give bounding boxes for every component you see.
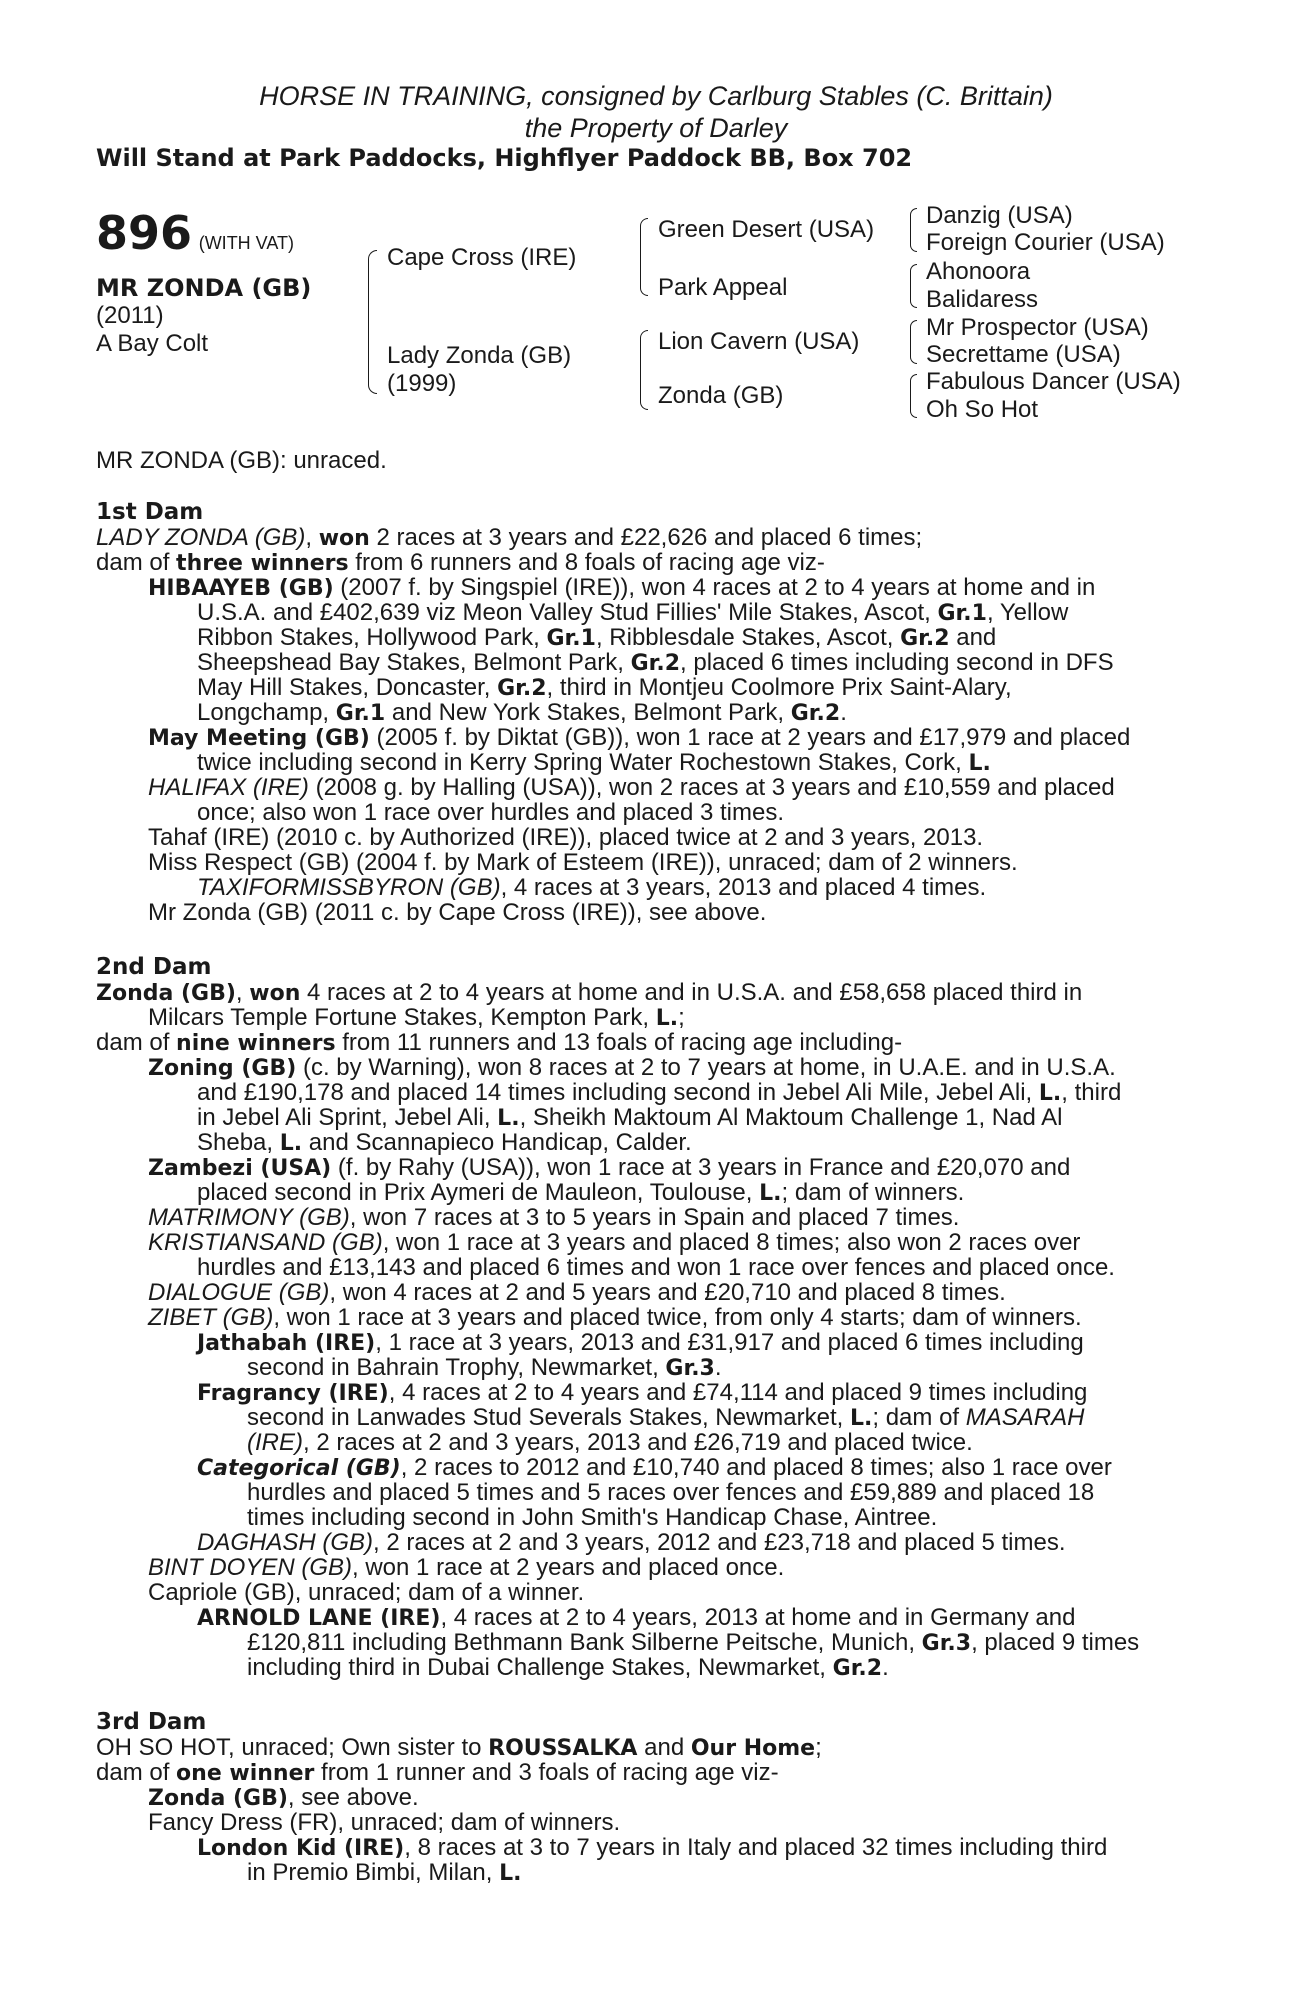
text-line: Categorical (GB), 2 races to 2012 and £10,740 and placed 8 times; also 1 race over [197, 1454, 1112, 1481]
section-heading: 3rd Dam [96, 1709, 207, 1735]
pedigree-brace [640, 330, 648, 410]
dsd: Secrettame (USA) [926, 341, 1121, 368]
text-line: dam of three winners from 6 runners and 8 foals of racing age viz- [96, 549, 825, 576]
vat-note: (WITH VAT) [198, 233, 295, 253]
text-line: London Kid (IRE), 8 races at 3 to 7 years in Italy and placed 32 times including third [197, 1834, 1108, 1861]
dam-year: (1999) [387, 370, 457, 397]
text-line: in Jebel Ali Sprint, Jebel Ali, L., Sheikh Maktoum Al Maktoum Challenge 1, Nad Al [197, 1104, 1063, 1131]
pedigree-brace [910, 374, 917, 418]
sds: Ahonoora [926, 258, 1031, 285]
dam-dam: Zonda (GB) [658, 382, 784, 409]
text-line: hurdles and placed 5 times and 5 races over fences and £59,889 and placed 18 [247, 1479, 1095, 1506]
text-line: May Meeting (GB) (2005 f. by Diktat (GB)), won 1 race at 2 years and £17,979 and placed [148, 724, 1131, 751]
consignor-line: HORSE IN TRAINING, consigned by Carlburg Stables (C. Brittain) [259, 81, 1053, 111]
dam: Lady Zonda (GB) [387, 342, 572, 369]
property-line: the Property of Darley [524, 113, 788, 143]
horse-name: MR ZONDA (GB) [96, 274, 312, 302]
foaling-year: (2011) [96, 302, 164, 329]
text-line: Ribbon Stakes, Hollywood Park, Gr.1, Ribblesdale Stakes, Ascot, Gr.2 and [197, 624, 997, 651]
sire-dam: Park Appeal [658, 274, 788, 301]
lot-number: 896 [96, 206, 193, 260]
text-line: DAGHASH (GB), 2 races at 2 and 3 years, 2012 and £23,718 and placed 5 times. [197, 1529, 1066, 1556]
sss: Danzig (USA) [926, 202, 1073, 229]
horse-description: A Bay Colt [96, 330, 209, 357]
lot-number-line [96, 208, 294, 258]
text-line: hurdles and £13,143 and placed 6 times and won 1 race over fences and placed once. [197, 1254, 1115, 1281]
ddd: Oh So Hot [926, 396, 1039, 423]
dds: Fabulous Dancer (USA) [926, 368, 1181, 395]
sire: Cape Cross (IRE) [387, 244, 577, 271]
race-record-intro: MR ZONDA (GB): unraced. [96, 447, 387, 474]
text-line: Zonda (GB), see above. [148, 1784, 419, 1811]
text-line: Fragrancy (IRE), 4 races at 2 to 4 years and £74,114 and placed 9 times including [197, 1379, 1088, 1406]
pedigree-brace [910, 264, 917, 308]
text-line: DIALOGUE (GB), won 4 races at 2 and 5 years and £20,710 and placed 8 times. [148, 1279, 1006, 1306]
text-line: BINT DOYEN (GB), won 1 race at 2 years and placed once. [148, 1554, 785, 1581]
text-line: Longchamp, Gr.1 and New York Stakes, Belmont Park, Gr.2. [197, 699, 847, 726]
sire-sire: Green Desert (USA) [658, 216, 875, 243]
text-line: Milcars Temple Fortune Stakes, Kempton Park, L.; [148, 1004, 685, 1031]
pedigree-brace [910, 208, 917, 252]
section-heading: 2nd Dam [96, 954, 212, 980]
text-line: KRISTIANSAND (GB), won 1 race at 3 years and placed 8 times; also won 2 races over [148, 1229, 1081, 1256]
section-heading: 1st Dam [96, 499, 204, 525]
text-line: HIBAAYEB (GB) (2007 f. by Singspiel (IRE)), won 4 races at 2 to 4 years at home and in [148, 574, 1096, 601]
text-line: May Hill Stakes, Doncaster, Gr.2, third in Montjeu Coolmore Prix Saint-Alary, [197, 674, 1012, 701]
text-line: Sheba, L. and Scannapieco Handicap, Calder. [197, 1129, 692, 1156]
text-line: dam of one winner from 1 runner and 3 foals of racing age viz- [96, 1759, 779, 1786]
text-line: Sheepshead Bay Stakes, Belmont Park, Gr.2, placed 6 times including second in DFS [197, 649, 1114, 676]
pedigree-brace [910, 320, 917, 364]
dss: Mr Prospector (USA) [926, 314, 1149, 341]
text-line: second in Lanwades Stud Severals Stakes, Newmarket, L.; dam of MASARAH [247, 1404, 1085, 1431]
text-line: ARNOLD LANE (IRE), 4 races at 2 to 4 years, 2013 at home and in Germany and [197, 1604, 1076, 1631]
text-line: (IRE), 2 races at 2 and 3 years, 2013 and £26,719 and placed twice. [247, 1429, 973, 1456]
text-line: including third in Dubai Challenge Stakes, Newmarket, Gr.2. [247, 1654, 889, 1681]
text-line: second in Bahrain Trophy, Newmarket, Gr.3. [247, 1354, 722, 1381]
text-line: TAXIFORMISSBYRON (GB), 4 races at 3 years, 2013 and placed 4 times. [197, 874, 987, 901]
sdd: Balidaress [926, 286, 1039, 313]
text-line: MATRIMONY (GB), won 7 races at 3 to 5 years in Spain and placed 7 times. [148, 1204, 960, 1231]
text-line: in Premio Bimbi, Milan, L. [247, 1859, 522, 1886]
text-line: placed second in Prix Aymeri de Mauleon, Toulouse, L.; dam of winners. [197, 1179, 965, 1206]
text-line: Miss Respect (GB) (2004 f. by Mark of Esteem (IRE)), unraced; dam of 2 winners. [148, 849, 1018, 876]
text-line: times including second in John Smith's Handicap Chase, Aintree. [247, 1504, 938, 1531]
pedigree-brace [368, 250, 377, 394]
text-line: HALIFAX (IRE) (2008 g. by Halling (USA)), won 2 races at 3 years and £10,559 and placed [148, 774, 1115, 801]
text-line: Tahaf (IRE) (2010 c. by Authorized (IRE)), placed twice at 2 and 3 years, 2013. [148, 824, 984, 851]
text-line: Capriole (GB), unraced; dam of a winner. [148, 1579, 585, 1606]
text-line: Zonda (GB), won 4 races at 2 to 4 years at home and in U.S.A. and £58,658 placed third in [96, 979, 1083, 1006]
ssd: Foreign Courier (USA) [926, 229, 1165, 256]
text-line: Mr Zonda (GB) (2011 c. by Cape Cross (IRE)), see above. [148, 899, 767, 926]
text-line: once; also won 1 race over hurdles and placed 3 times. [197, 799, 785, 826]
text-line: Zoning (GB) (c. by Warning), won 8 races at 2 to 7 years at home, in U.A.E. and in U.S.A. [148, 1054, 1116, 1081]
text-line: £120,811 including Bethmann Bank Silberne Peitsche, Munich, Gr.3, placed 9 times [247, 1629, 1140, 1656]
text-line: ZIBET (GB), won 1 race at 3 years and placed twice, from only 4 starts; dam of winners. [148, 1304, 1082, 1331]
pedigree-brace [640, 218, 648, 296]
text-line: Jathabah (IRE), 1 race at 3 years, 2013 and £31,917 and placed 6 times including [197, 1329, 1084, 1356]
text-line: and £190,178 and placed 14 times including second in Jebel Ali Mile, Jebel Ali, L., third [197, 1079, 1122, 1106]
text-line: LADY ZONDA (GB), won 2 races at 3 years and £22,626 and placed 6 times; [96, 524, 923, 551]
dam-sire: Lion Cavern (USA) [658, 328, 860, 355]
text-line: dam of nine winners from 11 runners and 13 foals of racing age including- [96, 1029, 903, 1056]
location-line: Will Stand at Park Paddocks, Highflyer Paddock BB, Box 702 [96, 144, 913, 172]
text-line: twice including second in Kerry Spring Water Rochestown Stakes, Cork, L. [197, 749, 991, 776]
text-line: Zambezi (USA) (f. by Rahy (USA)), won 1 race at 3 years in France and £20,070 and [148, 1154, 1071, 1181]
text-line: Fancy Dress (FR), unraced; dam of winners. [148, 1809, 621, 1836]
text-line: OH SO HOT, unraced; Own sister to ROUSSALKA and Our Home; [96, 1734, 822, 1761]
text-line: U.S.A. and £402,639 viz Meon Valley Stud Fillies' Mile Stakes, Ascot, Gr.1, Yellow [197, 599, 1069, 626]
